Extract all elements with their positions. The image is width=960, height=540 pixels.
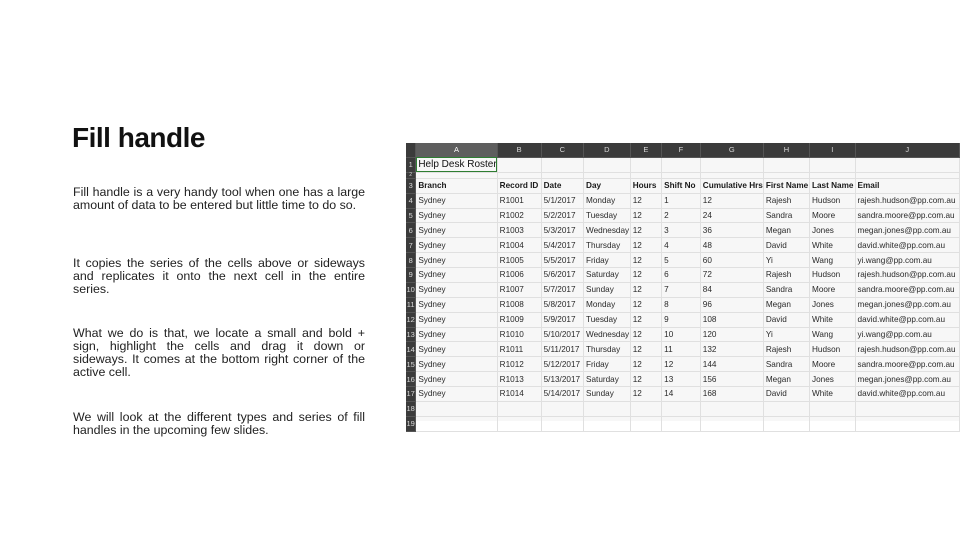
paragraph-how-to-use: What we do is that, we locate a small and bold + sign, highlight the cells and drag it down or sideways. It comes at the bottom right corner of the active cell. xyxy=(73,326,365,379)
column-header-row xyxy=(406,143,960,157)
sheet-cell[interactable]: 5/10/2017 xyxy=(541,327,583,342)
sheet-cell[interactable]: Hudson xyxy=(810,268,856,283)
sheet-title-cell[interactable]: Help Desk Roster xyxy=(416,157,497,172)
sheet-cell[interactable]: rajesh.hudson@pp.com.au xyxy=(855,268,959,283)
sheet-cell[interactable]: Yi xyxy=(763,327,809,342)
column-header[interactable]: G xyxy=(700,143,763,157)
paragraph-upcoming-slides: We will look at the different types and series of fill handles in the upcoming few slides. xyxy=(73,410,365,437)
sheet-cell[interactable]: Moore xyxy=(810,357,856,372)
header-cell[interactable]: Date xyxy=(541,178,583,193)
sheet-cell[interactable]: R1010 xyxy=(497,327,541,342)
sheet-cell[interactable] xyxy=(810,401,856,416)
sheet-row xyxy=(406,157,960,172)
sheet-cell[interactable]: 36 xyxy=(700,223,763,238)
sheet-cell[interactable]: 9 xyxy=(662,312,701,327)
sheet-row xyxy=(406,327,960,342)
sheet-cell[interactable]: Thursday xyxy=(584,238,631,253)
sheet-cell[interactable]: 13 xyxy=(662,372,701,387)
sheet-row xyxy=(406,238,960,253)
sheet-cell[interactable]: 5/3/2017 xyxy=(541,223,583,238)
sheet-cell[interactable]: White xyxy=(810,238,856,253)
sheet-cell[interactable]: 72 xyxy=(700,268,763,283)
sheet-cell[interactable]: Sydney xyxy=(416,193,497,208)
header-cell[interactable]: Record ID xyxy=(497,178,541,193)
sheet-cell[interactable]: 12 xyxy=(630,193,661,208)
sheet-cell[interactable]: Jones xyxy=(810,223,856,238)
sheet-cell[interactable]: 48 xyxy=(700,238,763,253)
column-header[interactable]: A xyxy=(416,143,497,157)
row-header[interactable]: 15 xyxy=(406,357,416,372)
sheet-cell[interactable] xyxy=(700,416,763,431)
row-header[interactable]: 8 xyxy=(406,253,416,268)
sheet-cell[interactable]: 120 xyxy=(700,327,763,342)
sheet-cell[interactable]: megan.jones@pp.com.au xyxy=(855,372,959,387)
sheet-cell[interactable] xyxy=(662,416,701,431)
row-header[interactable]: 16 xyxy=(406,372,416,387)
sheet-cell[interactable]: 1 xyxy=(662,193,701,208)
sheet-cell[interactable]: Hudson xyxy=(810,193,856,208)
sheet-cell[interactable]: Tuesday xyxy=(584,312,631,327)
sheet-cell[interactable]: 12 xyxy=(662,357,701,372)
sheet-cell[interactable]: 12 xyxy=(630,282,661,297)
header-cell[interactable]: First Name xyxy=(763,178,809,193)
sheet-cell[interactable]: 5/4/2017 xyxy=(541,238,583,253)
sheet-cell[interactable]: 12 xyxy=(630,268,661,283)
sheet-cell[interactable]: Megan xyxy=(763,372,809,387)
sheet-cell[interactable]: R1005 xyxy=(497,253,541,268)
sheet-cell[interactable]: R1001 xyxy=(497,193,541,208)
sheet-cell[interactable]: R1003 xyxy=(497,223,541,238)
sheet-cell[interactable]: 156 xyxy=(700,372,763,387)
sheet-cell[interactable]: 5 xyxy=(662,253,701,268)
sheet-cell[interactable]: Thursday xyxy=(584,342,631,357)
column-header[interactable]: I xyxy=(810,143,856,157)
sheet-cell[interactable] xyxy=(416,401,497,416)
sheet-cell[interactable] xyxy=(855,416,959,431)
sheet-cell[interactable]: 5/12/2017 xyxy=(541,357,583,372)
sheet-cell[interactable]: R1002 xyxy=(497,208,541,223)
sheet-cell[interactable]: 10 xyxy=(662,327,701,342)
sheet-cell[interactable]: 12 xyxy=(630,387,661,402)
sheet-cell[interactable]: Rajesh xyxy=(763,193,809,208)
row-header[interactable]: 10 xyxy=(406,282,416,297)
header-cell[interactable]: Email xyxy=(855,178,959,193)
sheet-cell[interactable]: 2 xyxy=(662,208,701,223)
sheet-cell[interactable]: 12 xyxy=(630,297,661,312)
sheet-cell[interactable] xyxy=(855,401,959,416)
sheet-cell[interactable]: 132 xyxy=(700,342,763,357)
row-header[interactable]: 17 xyxy=(406,387,416,402)
sheet-cell[interactable]: R1009 xyxy=(497,312,541,327)
sheet-cell[interactable] xyxy=(810,416,856,431)
sheet-cell[interactable]: 12 xyxy=(630,238,661,253)
sheet-cell[interactable]: David xyxy=(763,238,809,253)
sheet-row xyxy=(406,312,960,327)
sheet-cell[interactable] xyxy=(541,416,583,431)
sheet-cell[interactable] xyxy=(584,157,631,172)
sheet-cell[interactable]: White xyxy=(810,312,856,327)
sheet-cell[interactable]: R1007 xyxy=(497,282,541,297)
sheet-cell[interactable]: Sydney xyxy=(416,208,497,223)
sheet-cell[interactable] xyxy=(584,416,631,431)
sheet-cell[interactable] xyxy=(497,157,541,172)
sheet-cell[interactable]: Wang xyxy=(810,327,856,342)
sheet-cell[interactable]: megan.jones@pp.com.au xyxy=(855,297,959,312)
sheet-cell[interactable]: Wang xyxy=(810,253,856,268)
sheet-cell[interactable]: David xyxy=(763,387,809,402)
sheet-cell[interactable] xyxy=(810,157,856,172)
sheet-cell[interactable]: R1011 xyxy=(497,342,541,357)
sheet-cell[interactable]: Wednesday xyxy=(584,327,631,342)
sheet-cell[interactable]: Megan xyxy=(763,297,809,312)
sheet-cell[interactable]: 108 xyxy=(700,312,763,327)
sheet-row xyxy=(406,193,960,208)
sheet-cell[interactable]: 12 xyxy=(630,223,661,238)
sheet-cell[interactable]: Tuesday xyxy=(584,208,631,223)
sheet-cell[interactable]: R1014 xyxy=(497,387,541,402)
sheet-cell[interactable]: R1012 xyxy=(497,357,541,372)
sheet-cell[interactable]: Sandra xyxy=(763,357,809,372)
sheet-cell[interactable]: rajesh.hudson@pp.com.au xyxy=(855,342,959,357)
sheet-cell[interactable] xyxy=(630,157,661,172)
row-header[interactable]: 2 xyxy=(406,172,416,178)
sheet-cell[interactable]: sandra.moore@pp.com.au xyxy=(855,282,959,297)
sheet-cell[interactable]: Sandra xyxy=(763,282,809,297)
row-header[interactable]: 9 xyxy=(406,268,416,283)
sheet-cell[interactable]: 5/14/2017 xyxy=(541,387,583,402)
column-header[interactable]: J xyxy=(855,143,959,157)
row-header[interactable]: 11 xyxy=(406,297,416,312)
sheet-cell[interactable] xyxy=(763,157,809,172)
sheet-cell[interactable]: Moore xyxy=(810,208,856,223)
sheet-cell[interactable]: Saturday xyxy=(584,268,631,283)
sheet-cell[interactable]: Rajesh xyxy=(763,342,809,357)
row-header[interactable]: 1 xyxy=(406,157,416,172)
sheet-cell[interactable] xyxy=(497,416,541,431)
sheet-cell[interactable]: Saturday xyxy=(584,372,631,387)
sheet-cell[interactable]: megan.jones@pp.com.au xyxy=(855,223,959,238)
sheet-cell[interactable]: Sunday xyxy=(584,387,631,402)
sheet-cell[interactable]: 96 xyxy=(700,297,763,312)
sheet-cell[interactable]: 12 xyxy=(630,253,661,268)
sheet-cell[interactable]: Jones xyxy=(810,372,856,387)
sheet-cell[interactable]: Rajesh xyxy=(763,268,809,283)
sheet-cell[interactable]: yi.wang@pp.com.au xyxy=(855,253,959,268)
header-cell[interactable]: Hours xyxy=(630,178,661,193)
sheet-cell[interactable]: 7 xyxy=(662,282,701,297)
sheet-cell[interactable]: david.white@pp.com.au xyxy=(855,387,959,402)
sheet-cell[interactable]: rajesh.hudson@pp.com.au xyxy=(855,193,959,208)
sheet-cell[interactable]: Friday xyxy=(584,253,631,268)
sheet-cell[interactable] xyxy=(416,416,497,431)
sheet-cell[interactable] xyxy=(662,157,701,172)
spreadsheet-screenshot xyxy=(406,143,960,429)
sheet-cell[interactable]: 5/8/2017 xyxy=(541,297,583,312)
sheet-cell[interactable]: Megan xyxy=(763,223,809,238)
sheet-cell[interactable]: Sydney xyxy=(416,253,497,268)
sheet-row xyxy=(406,401,960,416)
sheet-row xyxy=(406,178,960,193)
sheet-cell[interactable] xyxy=(630,416,661,431)
spreadsheet-grid xyxy=(406,143,960,432)
header-cell[interactable]: Branch xyxy=(416,178,497,193)
sheet-cell[interactable] xyxy=(584,401,631,416)
sheet-cell[interactable]: 60 xyxy=(700,253,763,268)
sheet-cell[interactable]: 5/13/2017 xyxy=(541,372,583,387)
sheet-cell[interactable]: Monday xyxy=(584,193,631,208)
sheet-cell[interactable]: Monday xyxy=(584,297,631,312)
column-header[interactable]: B xyxy=(497,143,541,157)
sheet-cell[interactable]: 4 xyxy=(662,238,701,253)
sheet-cell[interactable]: Wednesday xyxy=(584,223,631,238)
slide-title: Fill handle xyxy=(72,122,205,153)
row-header[interactable]: 5 xyxy=(406,208,416,223)
select-all-corner[interactable] xyxy=(406,143,416,157)
sheet-cell[interactable] xyxy=(763,401,809,416)
sheet-cell[interactable]: Sunday xyxy=(584,282,631,297)
column-header[interactable]: E xyxy=(630,143,661,157)
sheet-cell[interactable]: 144 xyxy=(700,357,763,372)
row-header[interactable]: 19 xyxy=(406,416,416,431)
sheet-row xyxy=(406,416,960,431)
sheet-cell[interactable] xyxy=(700,401,763,416)
sheet-row xyxy=(406,342,960,357)
sheet-cell[interactable] xyxy=(541,157,583,172)
sheet-cell[interactable]: Moore xyxy=(810,282,856,297)
sheet-cell[interactable]: Sydney xyxy=(416,297,497,312)
header-cell[interactable]: Last Name xyxy=(810,178,856,193)
sheet-cell[interactable] xyxy=(855,157,959,172)
sheet-cell[interactable]: 12 xyxy=(630,372,661,387)
paragraph-copies-series: It copies the series of the cells above or sideways and replicates it onto the next cell in the entire series. xyxy=(73,256,365,296)
row-header[interactable]: 18 xyxy=(406,401,416,416)
sheet-cell[interactable]: 168 xyxy=(700,387,763,402)
sheet-row xyxy=(406,253,960,268)
sheet-cell[interactable]: 3 xyxy=(662,223,701,238)
sheet-cell[interactable]: Jones xyxy=(810,297,856,312)
column-header[interactable]: C xyxy=(541,143,583,157)
paragraph-definition: Fill handle is a very handy tool when one has a large amount of data to be entered but little time to do so. xyxy=(73,185,365,212)
sheet-cell[interactable]: 5/11/2017 xyxy=(541,342,583,357)
row-header[interactable]: 13 xyxy=(406,327,416,342)
sheet-cell[interactable]: david.white@pp.com.au xyxy=(855,238,959,253)
sheet-cell[interactable]: Sydney xyxy=(416,238,497,253)
column-header[interactable]: H xyxy=(763,143,809,157)
sheet-cell[interactable]: 5/7/2017 xyxy=(541,282,583,297)
sheet-cell[interactable]: Sydney xyxy=(416,387,497,402)
sheet-cell[interactable]: 12 xyxy=(700,193,763,208)
sheet-cell[interactable]: david.white@pp.com.au xyxy=(855,312,959,327)
sheet-row xyxy=(406,372,960,387)
sheet-cell[interactable]: R1006 xyxy=(497,268,541,283)
row-header[interactable]: 14 xyxy=(406,342,416,357)
sheet-cell[interactable]: Sydney xyxy=(416,223,497,238)
sheet-cell[interactable]: 24 xyxy=(700,208,763,223)
sheet-cell[interactable] xyxy=(700,157,763,172)
sheet-cell[interactable] xyxy=(541,401,583,416)
sheet-row xyxy=(406,297,960,312)
sheet-cell[interactable]: Sydney xyxy=(416,268,497,283)
sheet-cell[interactable]: R1008 xyxy=(497,297,541,312)
row-header[interactable]: 6 xyxy=(406,223,416,238)
header-cell[interactable]: Day xyxy=(584,178,631,193)
sheet-cell[interactable] xyxy=(763,416,809,431)
sheet-cell[interactable]: 84 xyxy=(700,282,763,297)
sheet-row xyxy=(406,357,960,372)
sheet-cell[interactable]: Friday xyxy=(584,357,631,372)
row-header[interactable]: 7 xyxy=(406,238,416,253)
sheet-row xyxy=(406,223,960,238)
sheet-cell[interactable]: 6 xyxy=(662,268,701,283)
sheet-cell[interactable]: 12 xyxy=(630,208,661,223)
sheet-cell[interactable]: Sydney xyxy=(416,357,497,372)
sheet-row xyxy=(406,387,960,402)
column-header[interactable]: F xyxy=(662,143,701,157)
sheet-cell[interactable]: 12 xyxy=(630,357,661,372)
column-header[interactable]: D xyxy=(584,143,631,157)
sheet-cell[interactable]: 5/2/2017 xyxy=(541,208,583,223)
header-cell[interactable]: Cumulative Hrs xyxy=(700,178,763,193)
sheet-cell[interactable]: Sydney xyxy=(416,312,497,327)
sheet-cell[interactable]: 5/5/2017 xyxy=(541,253,583,268)
sheet-row xyxy=(406,282,960,297)
sheet-cell[interactable]: 11 xyxy=(662,342,701,357)
header-cell[interactable]: Shift No xyxy=(662,178,701,193)
sheet-cell[interactable] xyxy=(662,401,701,416)
sheet-cell[interactable]: Hudson xyxy=(810,342,856,357)
sheet-cell[interactable]: 14 xyxy=(662,387,701,402)
sheet-row xyxy=(406,268,960,283)
sheet-cell[interactable]: 12 xyxy=(630,327,661,342)
sheet-cell[interactable]: 12 xyxy=(630,342,661,357)
sheet-cell[interactable]: 12 xyxy=(630,312,661,327)
sheet-cell[interactable]: Sandra xyxy=(763,208,809,223)
row-header[interactable]: 3 xyxy=(406,178,416,193)
sheet-cell[interactable]: David xyxy=(763,312,809,327)
sheet-cell[interactable]: 5/9/2017 xyxy=(541,312,583,327)
sheet-cell[interactable]: White xyxy=(810,387,856,402)
sheet-cell[interactable]: R1004 xyxy=(497,238,541,253)
sheet-row xyxy=(406,208,960,223)
sheet-cell[interactable]: 8 xyxy=(662,297,701,312)
sheet-cell[interactable]: R1013 xyxy=(497,372,541,387)
sheet-cell[interactable]: sandra.moore@pp.com.au xyxy=(855,357,959,372)
sheet-cell[interactable]: yi.wang@pp.com.au xyxy=(855,327,959,342)
sheet-cell[interactable]: sandra.moore@pp.com.au xyxy=(855,208,959,223)
sheet-cell[interactable]: Yi xyxy=(763,253,809,268)
row-header[interactable]: 12 xyxy=(406,312,416,327)
sheet-cell[interactable] xyxy=(630,401,661,416)
sheet-cell[interactable]: Sydney xyxy=(416,282,497,297)
row-header[interactable]: 4 xyxy=(406,193,416,208)
sheet-cell[interactable]: Sydney xyxy=(416,372,497,387)
sheet-cell[interactable]: Sydney xyxy=(416,342,497,357)
sheet-cell[interactable]: 5/6/2017 xyxy=(541,268,583,283)
sheet-cell[interactable]: 5/1/2017 xyxy=(541,193,583,208)
sheet-cell[interactable]: Sydney xyxy=(416,327,497,342)
sheet-cell[interactable] xyxy=(497,401,541,416)
